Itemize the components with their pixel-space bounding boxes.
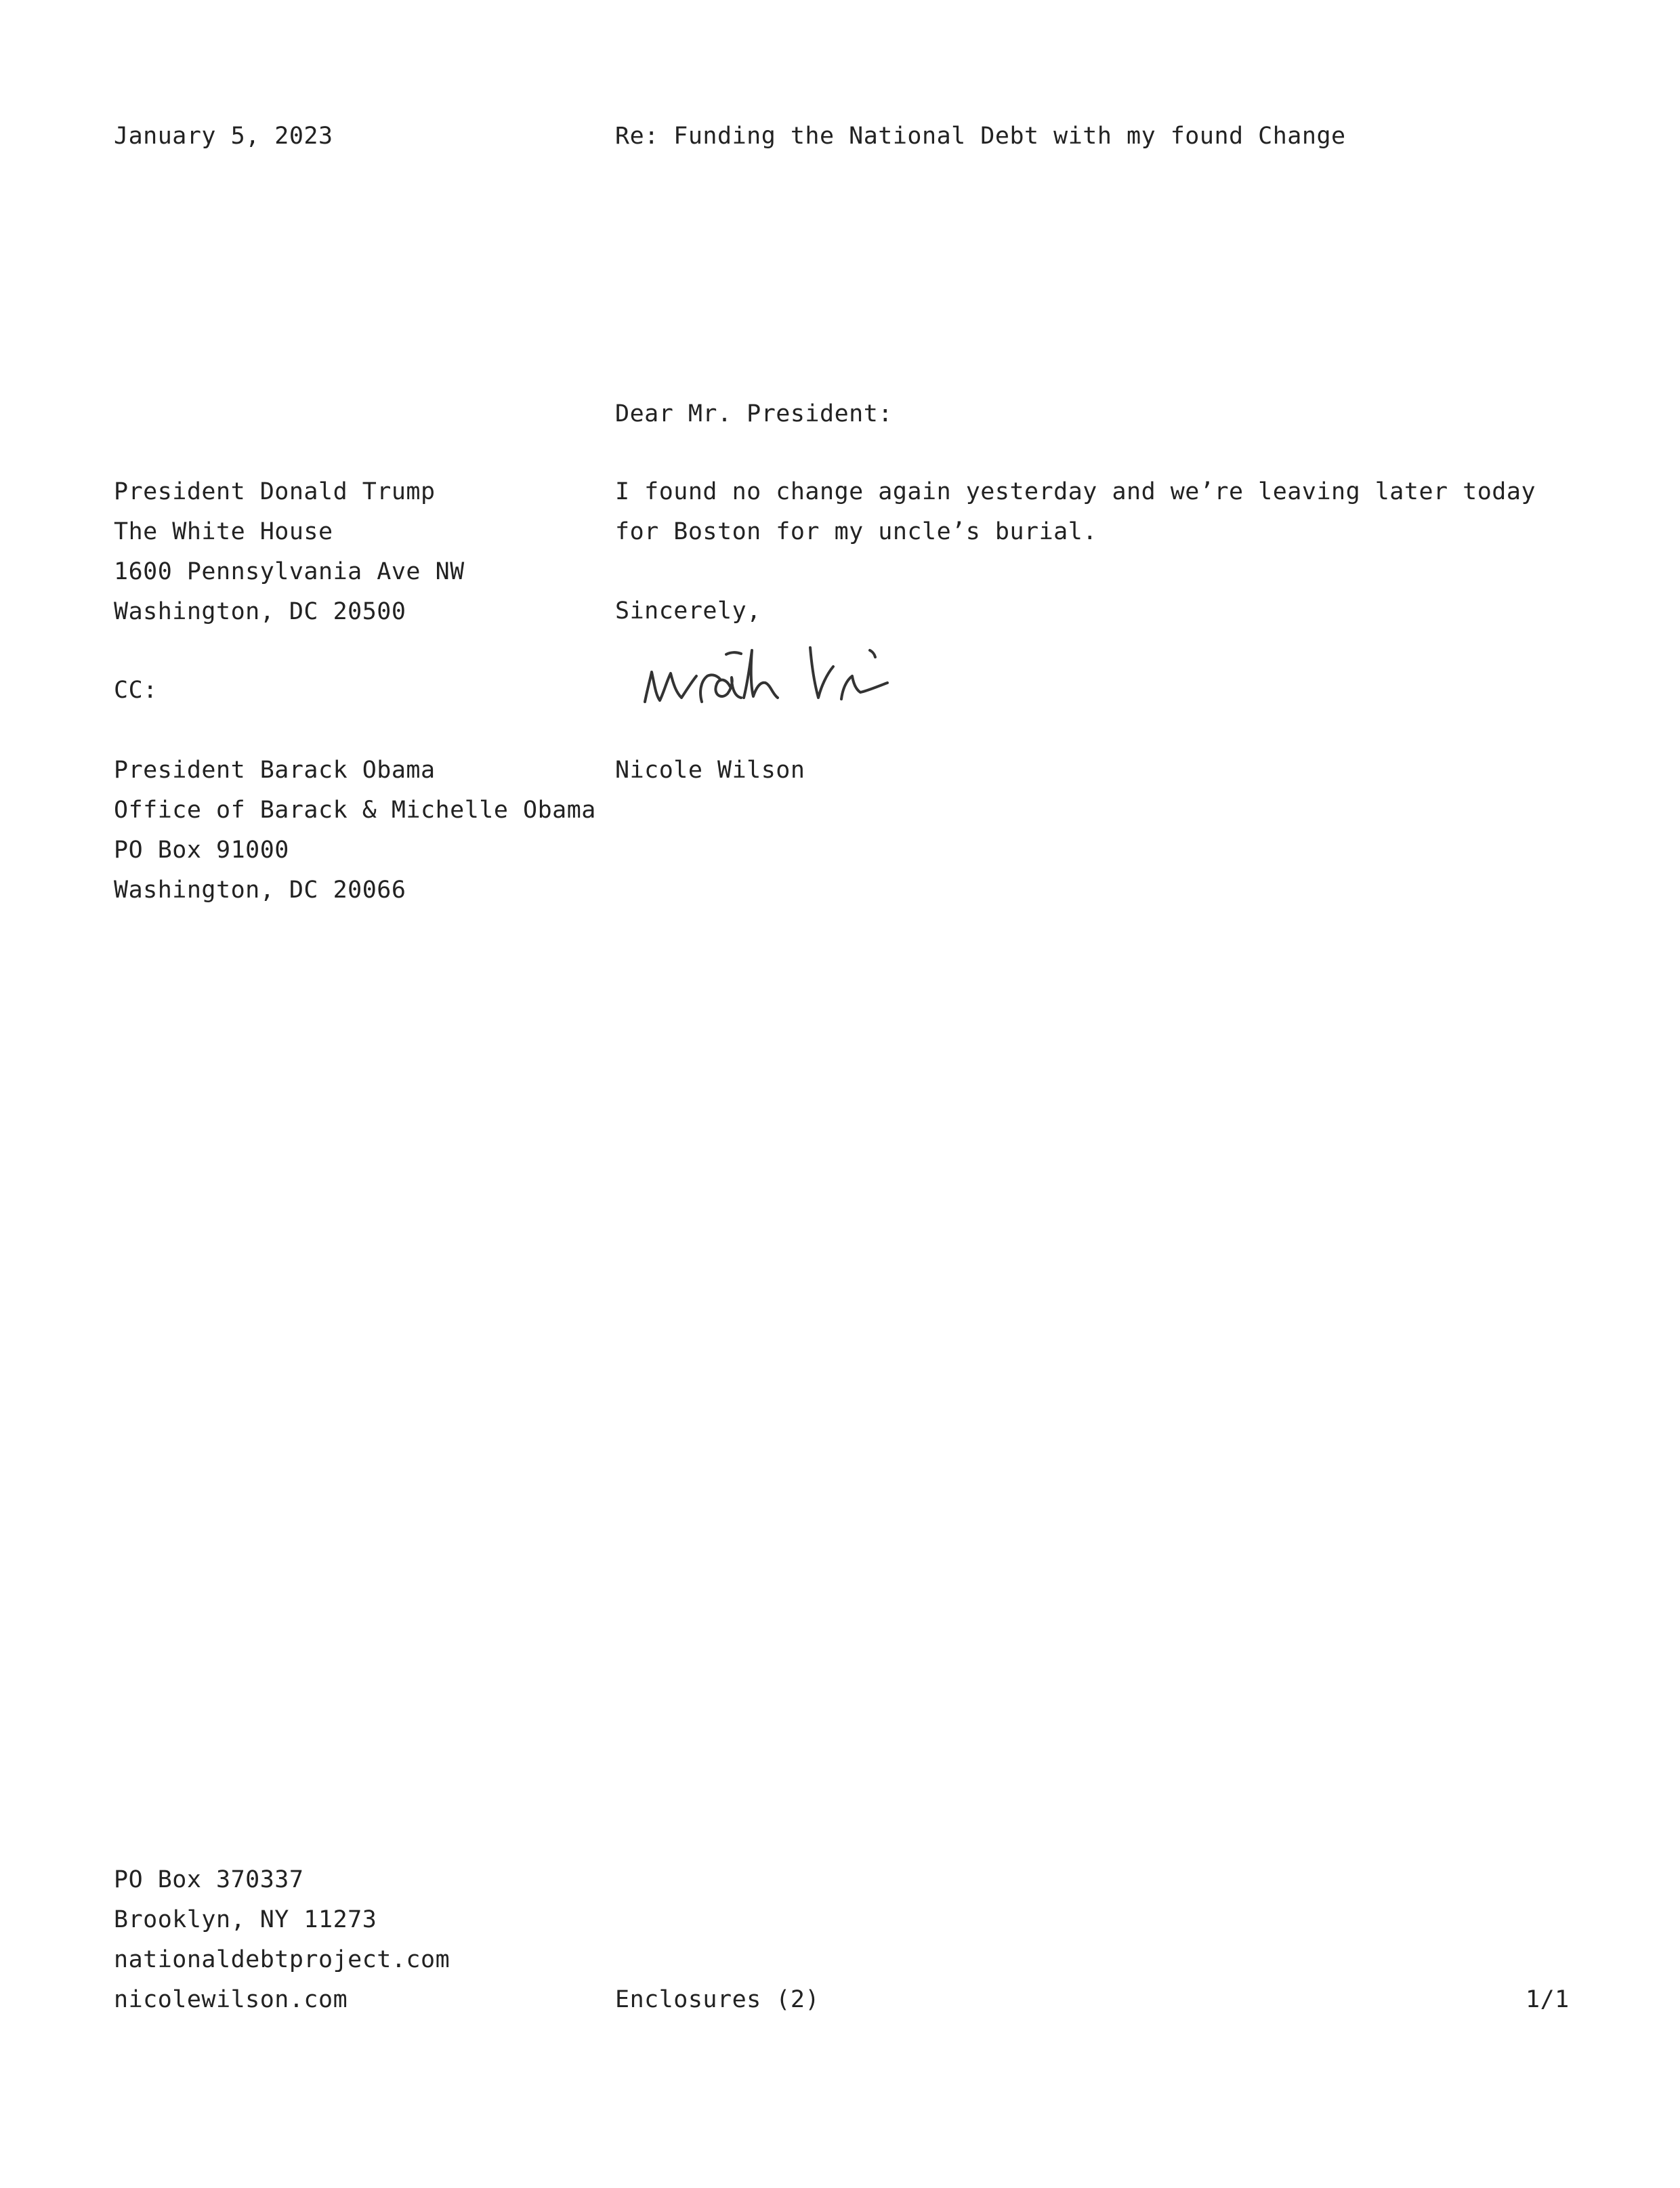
letter-subject: Re: Funding the National Debt with my found Change xyxy=(615,123,1346,150)
recipient-line: Washington, DC 20500 xyxy=(114,598,406,625)
recipient-address xyxy=(114,472,465,632)
recipient-line: 1600 Pennsylvania Ave NW xyxy=(114,558,465,585)
salutation: Dear Mr. President: xyxy=(615,400,893,427)
page-number: 1/1 xyxy=(1526,1986,1570,2013)
closing: Sincerely, xyxy=(615,597,761,625)
letter-date: January 5, 2023 xyxy=(114,123,333,150)
cc-line: Office of Barack & Michelle Obama xyxy=(114,797,596,824)
recipient-line: President Donald Trump xyxy=(114,478,436,505)
cc-label: CC: xyxy=(114,677,158,704)
sender-line: Brooklyn, NY 11273 xyxy=(114,1906,377,1933)
cc-address xyxy=(114,751,596,910)
cc-line: Washington, DC 20066 xyxy=(114,877,406,904)
enclosures-note: Enclosures (2) xyxy=(615,1986,820,2013)
cc-line: President Barack Obama xyxy=(114,757,436,784)
letter-body: I found no change again yesterday and we’re leaving later today for Boston for my uncle’s burial. xyxy=(615,478,1536,545)
handwritten-signature-icon xyxy=(637,622,955,723)
sender-website: nicolewilson.com xyxy=(114,1986,348,2013)
sender-address xyxy=(114,1860,450,2020)
recipient-line: The White House xyxy=(114,518,333,545)
sender-line: PO Box 370337 xyxy=(114,1866,304,1893)
cc-line: PO Box 91000 xyxy=(114,837,289,864)
signer-name: Nicole Wilson xyxy=(615,757,805,784)
sender-website: nationaldebtproject.com xyxy=(114,1946,450,1973)
